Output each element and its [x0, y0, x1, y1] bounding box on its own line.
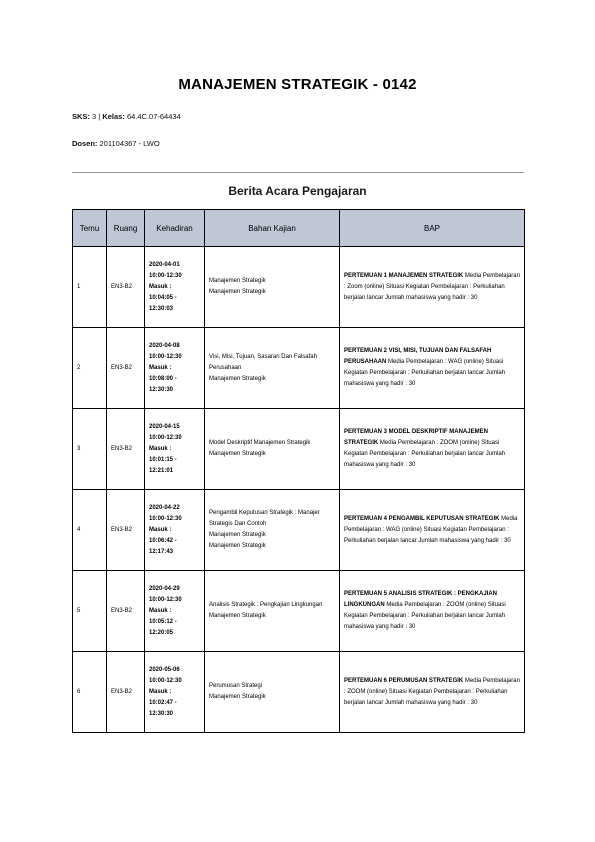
kehadiran-line: 10:00-12:30 — [149, 434, 182, 441]
header-bahan-kajian: Bahan Kajian — [205, 210, 340, 247]
bahan-line: Manajemen Strategik — [209, 613, 266, 619]
dosen-label: Dosen: — [72, 139, 98, 148]
kehadiran-line: 12:21:01 — [149, 467, 174, 474]
cell-bahan-kajian — [205, 247, 340, 328]
cell-bahan-kajian — [205, 490, 340, 571]
bap-details: Media Pembelajaran : ZOOM (online) Situasi Kegiatan Pembelajaran : Perkuliahan berjalan lancar Jumlah mahasiswa yang hadir : 30 — [344, 602, 506, 630]
cell-kehadiran — [145, 571, 205, 652]
cell-ruang: EN3-B2 — [107, 409, 145, 490]
table-row — [73, 490, 525, 571]
bahan-line: Manajemen Strategik — [209, 451, 266, 457]
bahan-line: Perumusan Strategi — [209, 683, 263, 689]
kehadiran-line: 2020-04-22 — [149, 504, 180, 511]
kehadiran-line: 10:00-12:30 — [149, 353, 182, 360]
separator: | — [98, 112, 101, 121]
bap-heading: PERTEMUAN 3 MODEL DESKRIPTIF MANAJEMEN STRATEGIK — [344, 429, 488, 446]
bap-details: Media Pembelajaran : ZOOM (online) Situasi Kegiatan Pembelajaran : Perkuliahan berjalan lancar Jumlah mahasiswa yang hadir : 30 — [344, 440, 506, 468]
kehadiran-line: 12:30:03 — [149, 305, 174, 312]
cell-temu: 1 — [73, 247, 107, 328]
cell-bap — [340, 247, 525, 328]
kehadiran-line: Masuk : — [149, 364, 172, 371]
bap-heading: PERTEMUAN 1 MANAJEMEN STRATEGIK — [344, 272, 464, 279]
bahan-line: Manajemen Strategik — [209, 375, 266, 382]
kehadiran-line: 12:17:43 — [149, 548, 174, 555]
cell-ruang: EN3-B2 — [107, 571, 145, 652]
bahan-line: Analisis Strategik : Pengkajian Lingkungan — [209, 602, 323, 608]
kelas-value: 64.4C.07-64434 — [126, 112, 181, 121]
kehadiran-line: 10:00-12:30 — [149, 596, 182, 603]
bahan-line: Manajemen Strategik — [209, 694, 266, 700]
kehadiran-line: Masuk : — [149, 688, 172, 695]
cell-bahan-kajian — [205, 652, 340, 733]
bap-heading: PERTEMUAN 6 PERUMUSAN STRATEGIK — [344, 677, 464, 684]
kehadiran-line: 12:30:30 — [149, 386, 174, 393]
bap-details: Media Pembelajaran : WAG (online) Situasi Kegiatan Pembelajaran : Perkuliahan berjalan lancar Jumlah mahasiswa yang hadir : 30 — [344, 515, 518, 544]
cell-ruang: EN3-B2 — [107, 490, 145, 571]
cell-kehadiran — [145, 490, 205, 571]
header-kehadiran: Kehadiran — [145, 210, 205, 247]
cell-bap — [340, 652, 525, 733]
kehadiran-line: 2020-04-15 — [149, 423, 180, 430]
table-header-row — [73, 210, 525, 247]
bahan-line: Manajemen Strategik — [209, 278, 266, 284]
header-temu: Temu — [73, 210, 107, 247]
sks-label: SKS: — [72, 112, 90, 121]
kehadiran-line: 10:00-12:30 — [149, 515, 182, 522]
cell-bap — [340, 571, 525, 652]
table-row — [73, 652, 525, 733]
bahan-line: Visi, Misi, Tujuan, Sasaran Dan Falsafah Perusahaan — [209, 353, 317, 371]
table-row — [73, 328, 525, 409]
dosen-value: 201104367 - LWO — [99, 139, 160, 148]
kehadiran-line: Masuk : — [149, 607, 172, 614]
cell-temu: 5 — [73, 571, 107, 652]
bap-heading: PERTEMUAN 5 ANALISIS STRATEGIK : PENGKAJIAN LINGKUNGAN — [344, 591, 498, 608]
bahan-line: Manajemen Strategik — [209, 532, 266, 538]
bap-table — [72, 209, 525, 733]
sks-value: 3 — [92, 112, 97, 121]
table-row — [73, 247, 525, 328]
kehadiran-line: 10:01:15 - — [149, 456, 177, 463]
cell-temu: 6 — [73, 652, 107, 733]
cell-bap — [340, 409, 525, 490]
cell-bap — [340, 328, 525, 409]
kehadiran-line: 10:06:42 - — [149, 537, 177, 544]
kehadiran-line: 10:00-12:30 — [149, 272, 182, 279]
cell-kehadiran — [145, 247, 205, 328]
kehadiran-line: 2020-04-29 — [149, 585, 180, 592]
table-row — [73, 409, 525, 490]
kehadiran-line: Masuk : — [149, 283, 172, 290]
cell-bahan-kajian — [205, 571, 340, 652]
cell-ruang: EN3-B2 — [107, 328, 145, 409]
bahan-line: Manajemen Strategik — [209, 289, 266, 295]
kehadiran-line: 2020-05-06 — [149, 666, 180, 673]
kehadiran-line: Masuk : — [149, 526, 172, 533]
page-title: MANAJEMEN STRATEGIK - 0142 — [178, 76, 417, 93]
cell-kehadiran — [145, 328, 205, 409]
cell-ruang: EN3-B2 — [107, 652, 145, 733]
lecturer-line — [72, 139, 160, 148]
cell-temu: 4 — [73, 490, 107, 571]
table-row — [73, 571, 525, 652]
kehadiran-line: 12:20:05 — [149, 629, 174, 636]
bahan-line: Manajemen Strategik — [209, 543, 266, 549]
divider — [72, 172, 524, 173]
kehadiran-line: 2020-04-01 — [149, 261, 180, 268]
kelas-label: Kelas: — [102, 112, 125, 121]
cell-bahan-kajian — [205, 409, 340, 490]
kehadiran-line: 10:08:00 - — [149, 375, 177, 382]
kehadiran-line: Masuk : — [149, 445, 172, 452]
kehadiran-line: 10:05:12 - — [149, 618, 177, 625]
cell-kehadiran — [145, 652, 205, 733]
header-bap: BAP — [340, 210, 525, 247]
section-title: Berita Acara Pengajaran — [228, 184, 367, 198]
kehadiran-line: 2020-04-08 — [149, 342, 180, 349]
course-info-line — [72, 112, 181, 121]
bap-details: Media Pembelajaran : Zoom (online) Situasi Kegiatan Pembelajaran : Perkuliahan berjalan lancar Jumlah mahasiswa yang hadir : 30 — [344, 272, 520, 301]
cell-temu: 3 — [73, 409, 107, 490]
cell-kehadiran — [145, 409, 205, 490]
bap-heading: PERTEMUAN 4 PENGAMBIL KEPUTUSAN STRATEGIK — [344, 515, 500, 522]
bap-details: Media Pembelajaran : WAG (online) Situasi Kegiatan Pembelajaran : Perkuliahan berjalan lancar Jumlah mahasiswa yang hadir : 30 — [344, 359, 506, 387]
cell-bahan-kajian — [205, 328, 340, 409]
bahan-line: Model Deskriptif Manajemen Strategik — [209, 440, 311, 446]
cell-ruang: EN3-B2 — [107, 247, 145, 328]
header-ruang: Ruang — [107, 210, 145, 247]
bahan-line: Pengambil Keputusan Strategik : Manajer Strategis Dan Contoh — [209, 510, 320, 527]
bap-details: Media Pembelajaran : ZOOM (online) Situasi Kegiatan Pembelajaran : Perkuliahan berjalan lancar Jumlah mahasiswa yang hadir : 30 — [344, 677, 520, 706]
kehadiran-line: 10:02:47 - — [149, 699, 177, 706]
kehadiran-line: 10:04:05 - — [149, 294, 177, 301]
cell-bap — [340, 490, 525, 571]
cell-temu: 2 — [73, 328, 107, 409]
kehadiran-line: 12:30:30 — [149, 710, 174, 717]
bap-heading: PERTEMUAN 2 VISI, MISI, TUJUAN DAN FALSAFAH PERUSAHAAN — [344, 348, 492, 365]
kehadiran-line: 10:00-12:30 — [149, 677, 182, 684]
